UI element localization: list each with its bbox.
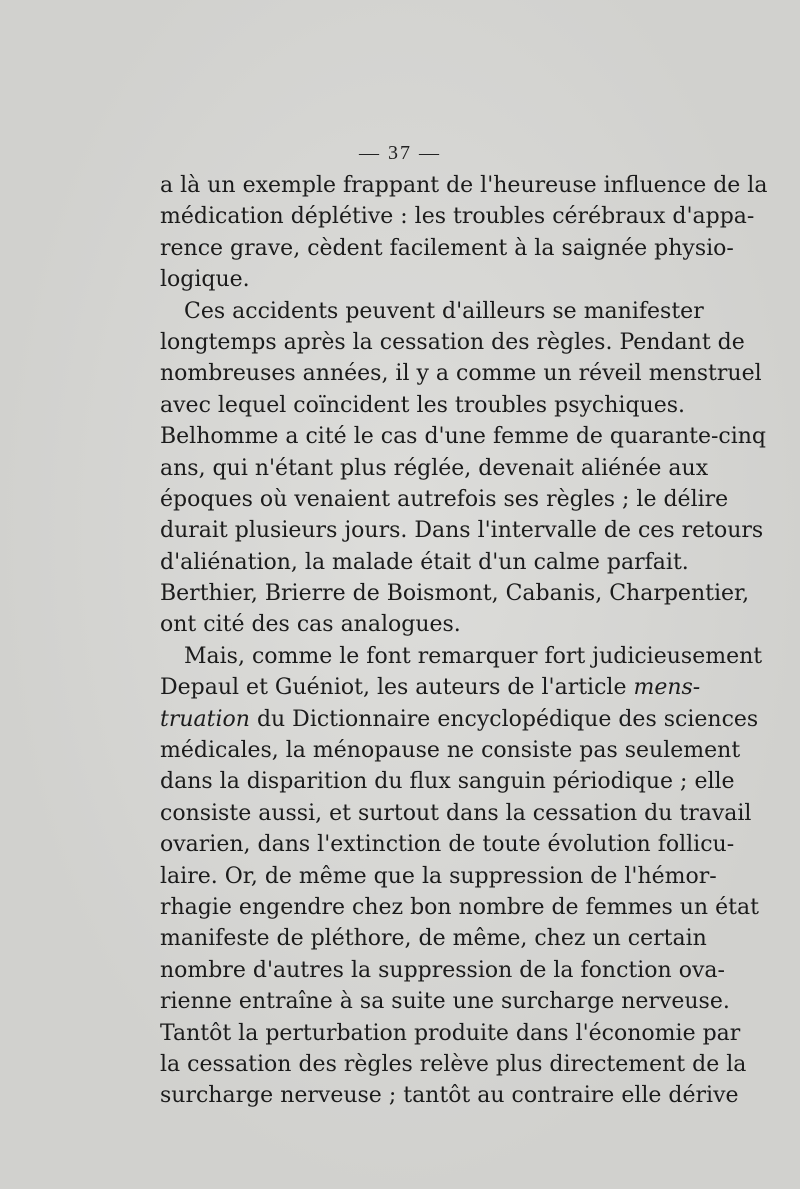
text-line: dans la disparition du flux sanguin périodique ; elle: [160, 769, 735, 795]
text-line: époques où venaient autrefois ses règles ; le délire: [160, 486, 729, 512]
text-line: avec lequel coïncident les troubles psychiques.: [160, 392, 685, 418]
text-line: a là un exemple frappant de l'heureuse influence de la: [160, 173, 768, 198]
text-line: durait plusieurs jours. Dans l'intervalle de ces retours: [160, 518, 764, 544]
text-line: rienne entraîne à sa suite une surcharge nerveuse.: [160, 989, 730, 1015]
text-line: longtemps après la cessation des règles. Pendant de: [160, 329, 745, 355]
text-line: nombre d'autres la suppression de la fonction ova-: [160, 957, 725, 983]
text-line: manifeste de pléthore, de même, chez un certain: [160, 926, 707, 952]
italic-text-segment: truation: [160, 706, 250, 732]
body-text: [160, 170, 768, 1112]
text-line: [160, 704, 759, 735]
text-line: nombreuses années, il y a comme un réveil menstruel: [160, 361, 762, 387]
text-line: médication déplétive : les troubles cérébraux d'appa-: [160, 204, 755, 230]
text-segment: Depaul et Guéniot, les auteurs de l'article: [160, 675, 627, 701]
page-number: — 37 —: [359, 142, 441, 164]
text-line: Tantôt la perturbation produite dans l'économie par: [160, 1020, 741, 1046]
text-line: logique.: [160, 267, 250, 293]
text-line: consiste aussi, et surtout dans la cessation du travail: [160, 800, 752, 826]
text-line: Ces accidents peuvent d'ailleurs se manifester: [184, 298, 704, 324]
text-line: ont cité des cas analogues.: [160, 612, 461, 638]
text-line: la cessation des règles relève plus directement de la: [160, 1051, 747, 1077]
text-segment: du Dictionnaire encyclopédique des sciences: [256, 706, 759, 732]
text-line: ans, qui n'étant plus réglée, devenait aliénée aux: [160, 455, 709, 481]
text-line: rence grave, cèdent facilement à la saignée physio-: [160, 235, 734, 261]
text-line: ovarien, dans l'extinction de toute évolution follicu-: [160, 832, 735, 858]
text-line: rhagie engendre chez bon nombre de femmes un état: [160, 894, 759, 920]
text-line: médicales, la ménopause ne consiste pas seulement: [160, 738, 741, 764]
italic-text-segment: mens-: [633, 675, 701, 701]
text-line: Mais, comme le font remarquer fort judicieusement: [184, 643, 763, 669]
text-line: [160, 672, 701, 703]
text-line: surcharge nerveuse ; tantôt au contraire elle dérive: [160, 1083, 739, 1109]
text-line: d'aliénation, la malade était d'un calme parfait.: [160, 549, 689, 575]
text-line: Belhomme a cité le cas d'une femme de quarante-cinq: [160, 424, 767, 450]
text-line: laire. Or, de même que la suppression de l'hémor-: [160, 863, 717, 889]
text-line: Berthier, Brierre de Boismont, Cabanis, Charpentier,: [160, 581, 750, 607]
